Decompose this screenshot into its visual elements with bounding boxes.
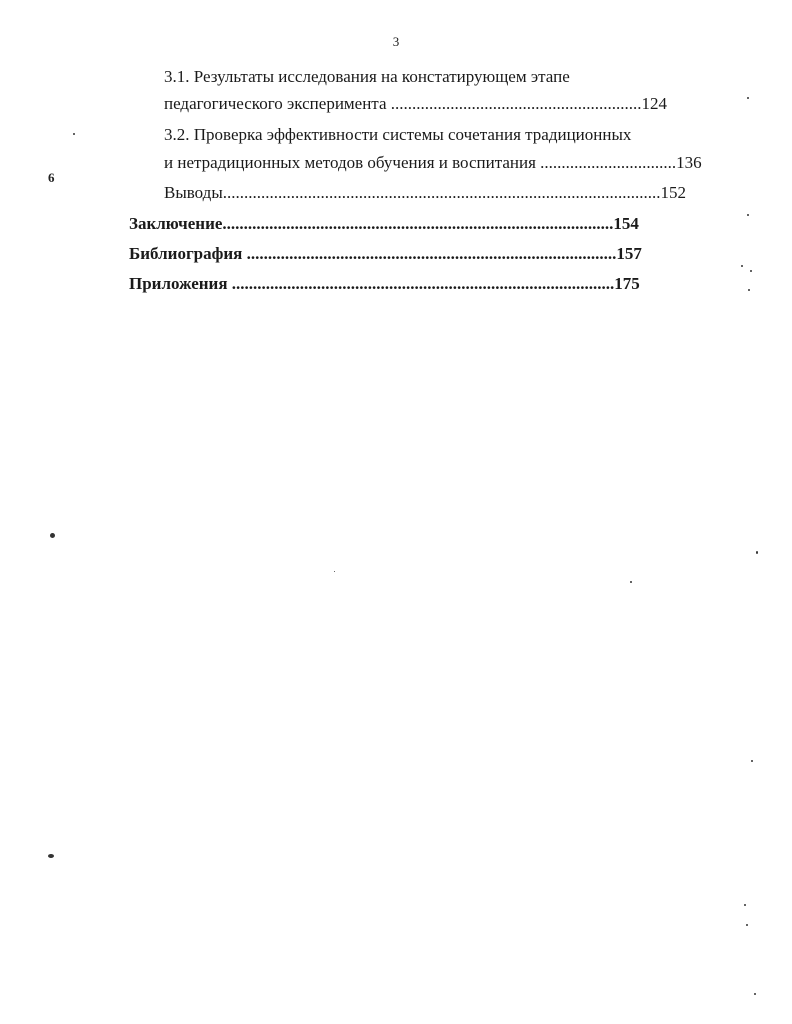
toc-entry-3-1-title: 3.1. Результаты исследования на констатирующем этапе xyxy=(164,67,570,86)
toc-entry-appendices: Приложения ..........................................................................................175 xyxy=(129,274,640,293)
toc-entry-3-2-title: 3.2. Проверка эффективности системы сочетания традиционных xyxy=(164,125,632,144)
toc-entry-bibliography: Библиография .......................................................................................157 xyxy=(129,244,642,263)
margin-mark: 6 xyxy=(48,170,55,185)
toc-entry-conclusion: Заключение............................................................................................154 xyxy=(129,214,639,233)
toc-entry-3-1-continuation: педагогического эксперимента ...........................................................124 xyxy=(164,94,667,113)
page-number: 3 xyxy=(392,34,400,49)
toc-entry-conclusions: Выводы.......................................................................................................152 xyxy=(164,183,687,202)
toc-entry-3-2-continuation: и нетрадиционных методов обучения и воспитания ................................136 xyxy=(164,153,702,172)
